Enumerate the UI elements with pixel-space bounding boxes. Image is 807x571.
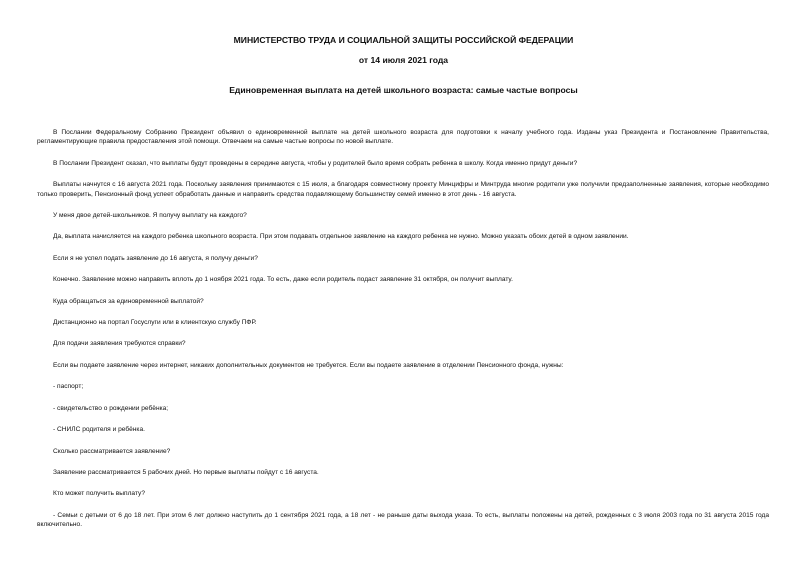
answer: - Семьи с детьми от 6 до 18 лет. При этом 6 лет должно наступить до 1 сентября 2021 года, а 18 лет - не раньше даты выхода указа. То есть, выплаты положены на детей, рожденных с 3 июля 2003 года по 31 августа 2015 года включительно. bbox=[37, 511, 769, 529]
question: У меня двое детей-школьников. Я получу выплату на каждого? bbox=[53, 212, 247, 220]
answer: Конечно. Заявление можно направить вплоть до 1 ноября 2021 года. То есть, даже если родитель подаст заявление 31 октября, он получит выплату. bbox=[53, 276, 513, 284]
question: Для подачи заявления требуются справки? bbox=[53, 340, 186, 348]
document-title: Единовременная выплата на детей школьного возраста: самые частые вопросы bbox=[229, 85, 578, 95]
list-item: - паспорт; bbox=[53, 383, 84, 391]
paragraph: Выплаты начнутся с 16 августа 2021 года. Поскольку заявления принимаются с 15 июля, а благодаря совместному проекту Минцифры и Минтруда многие родители уже получили предзаполненные заявления, которые необходимо только проверить, Пенсионный фонд успеет обработать данные и направить средства подавляющему большинству семей именно в этот день - 16 августа. bbox=[37, 181, 769, 198]
paragraph: В Послании Президент сказал, что выплаты будут проведены в середине августа, чтобы у родителей было время собрать ребенка в школу. Когда именно придут деньги? bbox=[53, 159, 578, 167]
list-item: - СНИЛС родителя и ребёнка. bbox=[53, 426, 145, 434]
question: Кто может получить выплату? bbox=[53, 490, 146, 498]
question: Куда обращаться за единовременной выплатой? bbox=[53, 297, 204, 305]
question: Сколько рассматривается заявление? bbox=[53, 447, 171, 455]
ministry-name: МИНИСТЕРСТВО ТРУДА И СОЦИАЛЬНОЙ ЗАЩИТЫ РОССИЙСКОЙ ФЕДЕРАЦИИ bbox=[233, 35, 574, 45]
answer: Дистанционно на портал Госуслуги или в клиентскую службу ПФР. bbox=[53, 319, 257, 327]
answer: Да, выплата начисляется на каждого ребенка школьного возраста. При этом подавать отдельное заявление на каждого ребенка не нужно. Можно указать обоих детей в одном заявлении. bbox=[53, 233, 629, 241]
answer: Если вы подаете заявление через интернет, никаких дополнительных документов не требуется. Если вы подаете заявление в отделении Пенсионного фонда, нужны: bbox=[53, 361, 564, 369]
paragraph: В Послании Федеральному Собранию Президент объявил о единовременной выплате на детей школьного возраста для подготовки к началу учебного года. Изданы указ Президента и Постановление Правительства, регламентирующие правила предоставления этой помощи. Отвечаем на самые частые вопросы по новой выплате. bbox=[37, 129, 769, 146]
list-item: - свидетельство о рождении ребёнка; bbox=[53, 404, 169, 412]
question: Если я не успел подать заявление до 16 августа, я получу деньги? bbox=[53, 254, 258, 262]
document-date: от 14 июля 2021 года bbox=[358, 55, 449, 65]
document-body bbox=[37, 128, 769, 542]
answer: Заявление рассматривается 5 рабочих дней. Но первые выплаты пойдут с 16 августа. bbox=[53, 468, 319, 476]
